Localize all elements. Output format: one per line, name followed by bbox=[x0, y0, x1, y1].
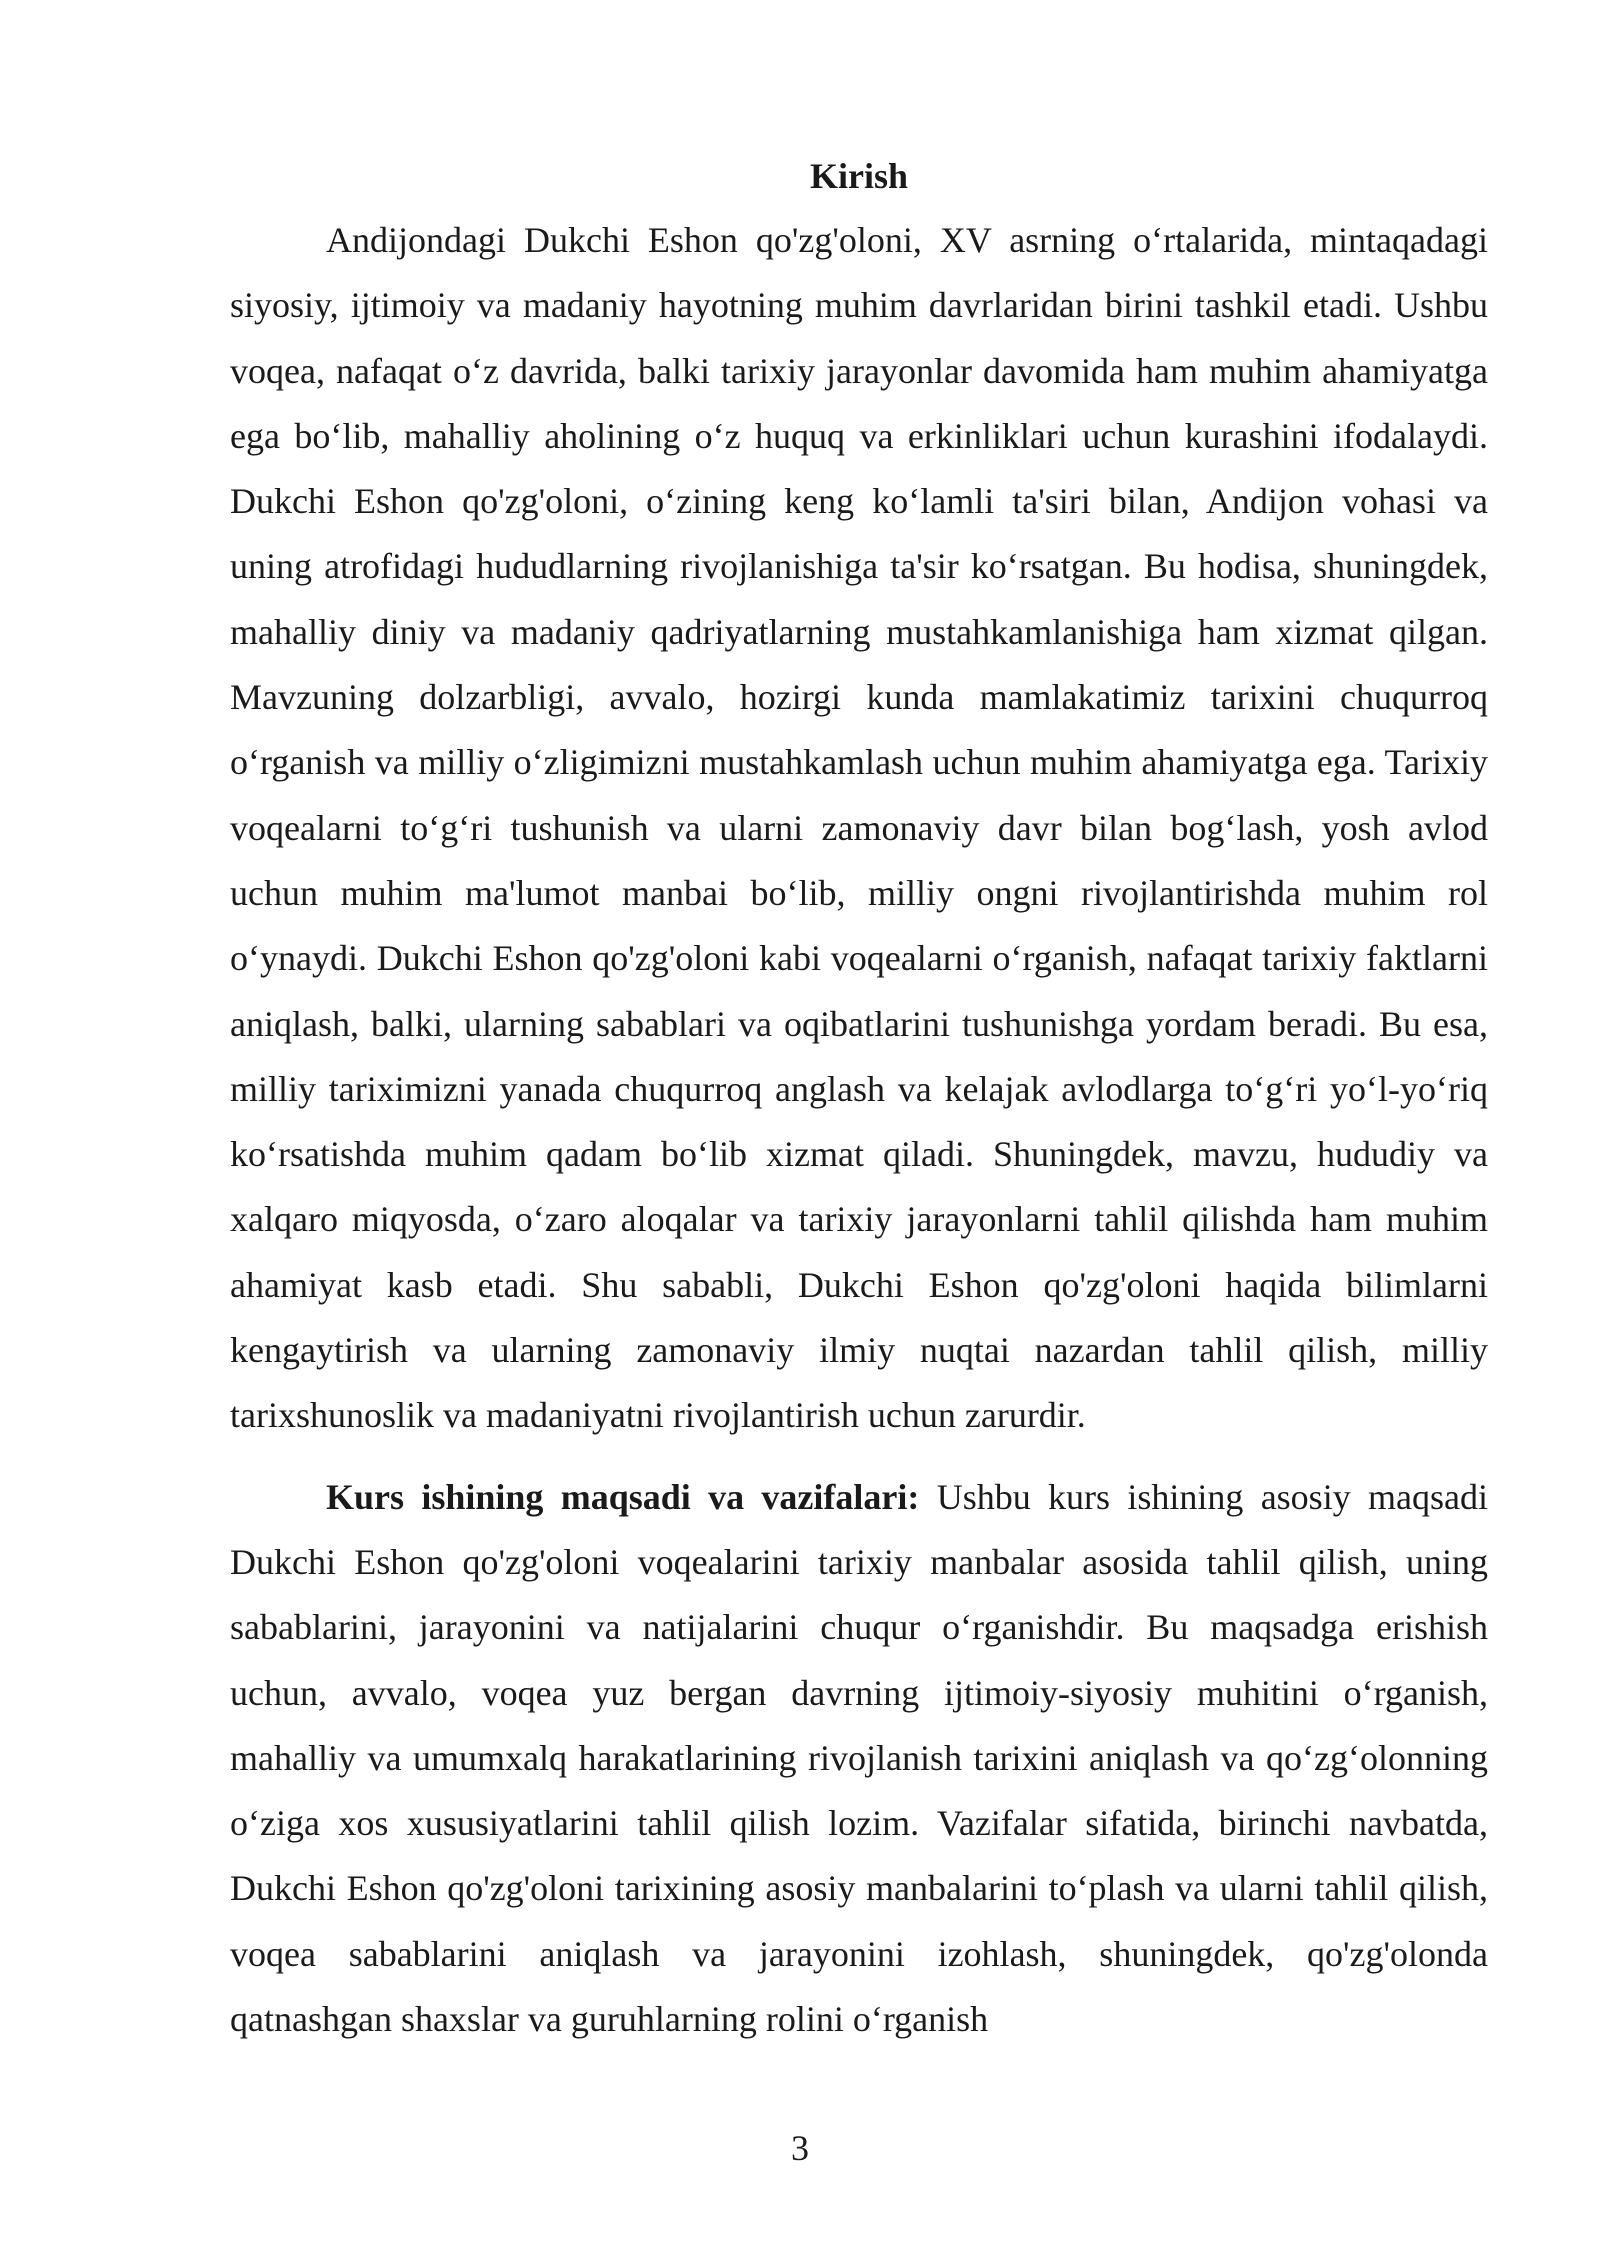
page-content bbox=[230, 148, 1488, 2052]
page-number: 3 bbox=[791, 2128, 809, 2168]
section-heading: Kirish bbox=[809, 156, 908, 196]
goals-lead-text: Kurs ishining maqsadi va vazifalari: bbox=[326, 1476, 920, 1517]
goals-paragraph bbox=[230, 1465, 1488, 2053]
goals-body-text: Ushbu kurs ishining asosiy maqsadi Dukchi Eshon qo'zg'oloni voqealarini tarixiy manbalar asosida tahlil qilish, uning sabablarini, jarayonini va natijalarini chuqur o‘rganishdir. Bu maqsadga erishish uchun, avvalo, voqea yuz bergan davrning ijtimoiy-siyosiy muhitini o‘rganish, mahalliy va umumxalq harakatlarining rivojlanish tarixini aniqlash va qo‘zg‘olonning o‘ziga xos xususiyatlarini tahlil qilish lozim. Vazifalar sifatida, birinchi navbatda, Dukchi Eshon qo'zg'oloni tarixining asosiy manbalarini to‘plash va ularni tahlil qilish, voqea sabablarini aniqlash va jarayonini izohlash, shuningdek, qo'zg'olonda qatnashgan shaxslar va guruhlarning rolini o‘rganish bbox=[230, 1476, 1488, 2040]
introduction-paragraph: Andijondagi Dukchi Eshon qo'zg'oloni, XV asrning o‘rtalarida, mintaqadagi siyosiy, ijtimoiy va madaniy hayotning muhim davrlaridan birini tashkil etadi. Ushbu voqea, nafaqat o‘z davrida, balki tarixiy jarayonlar davomida ham muhim ahamiyatga ega bo‘lib, mahalliy aholining o‘z huquq va erkinliklari uchun kurashini ifodalaydi. Dukchi Eshon qo'zg'oloni, o‘zining keng ko‘lamli ta'siri bilan, Andijon vohasi va uning atrofidagi hududlarning rivojlanishiga ta'sir ko‘rsatgan. Bu hodisa, shuningdek, mahalliy diniy va madaniy qadriyatlarning mustahkamlanishiga ham xizmat qilgan. Mavzuning dolzarbligi, avvalo, hozirgi kunda mamlakatimiz tarixini chuqurroq o‘rganish va milliy o‘zligimizni mustahkamlash uchun muhim ahamiyatga ega. Tarixiy voqealarni to‘g‘ri tushunish va ularni zamonaviy davr bilan bog‘lash, yosh avlod uchun muhim ma'lumot manbai bo‘lib, milliy ongni rivojlantirishda muhim rol o‘ynaydi. Dukchi Eshon qo'zg'oloni kabi voqealarni o‘rganish, nafaqat tarixiy faktlarni aniqlash, balki, ularning sabablari va oqibatlarini tushunishga yordam beradi. Bu esa, milliy tariximizni yanada chuqurroq anglash va kelajak avlodlarga to‘g‘ri yo‘l-yo‘riq ko‘rsatishda muhim qadam bo‘lib xizmat qiladi. Shuningdek, mavzu, hududiy va xalqaro miqyosda, o‘zaro aloqalar va tarixiy jarayonlarni tahlil qilishda ham muhim ahamiyat kasb etadi. Shu sababli, Dukchi Eshon qo'zg'oloni haqida bilimlarni kengaytirish va ularning zamonaviy ilmiy nuqtai nazardan tahlil qilish, milliy tarixshunoslik va madaniyatni rivojlantirish uchun zarurdir. bbox=[230, 220, 1488, 1436]
